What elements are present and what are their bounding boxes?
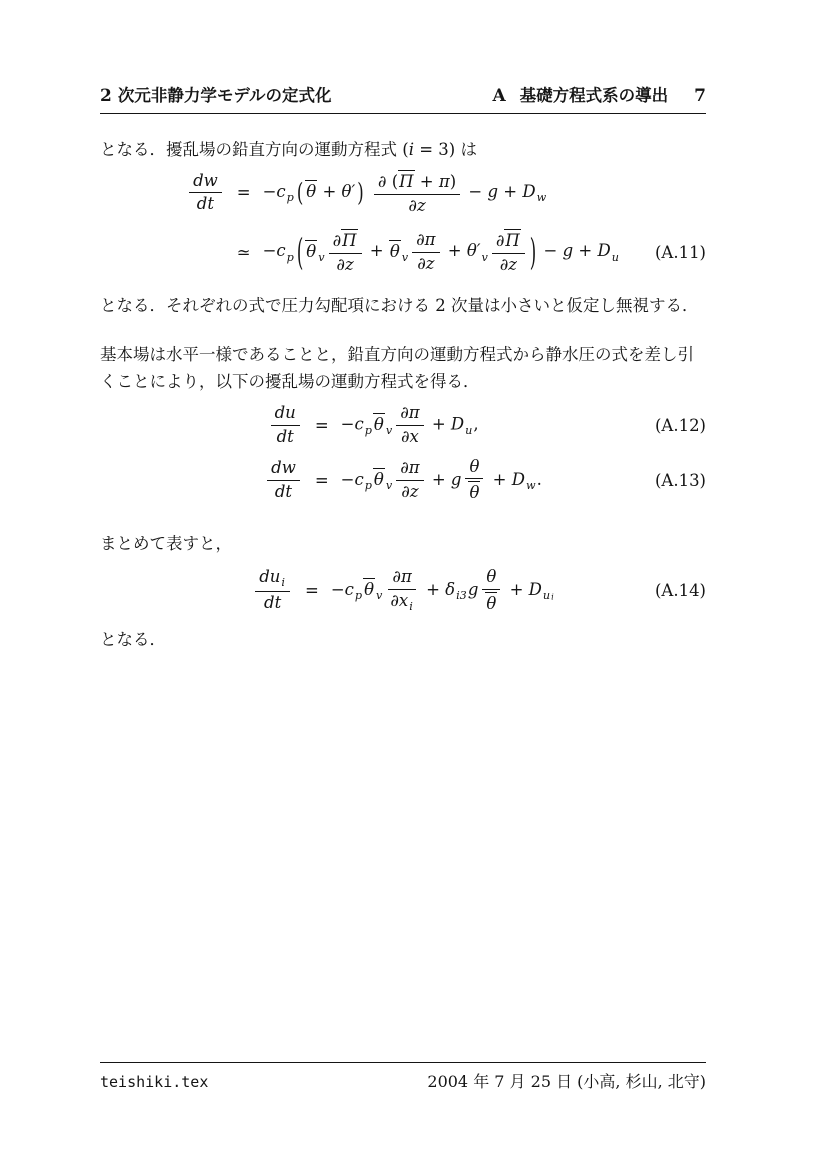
- fraction-numerator: [271, 403, 300, 426]
- math-text: .: [536, 469, 542, 489]
- math-variable: D: [528, 580, 542, 600]
- equation-tag: (A.11): [654, 242, 706, 262]
- equation-tag: (A.14): [654, 581, 706, 601]
- equation-rhs: [263, 169, 548, 216]
- math-variable: ∂π: [392, 567, 412, 587]
- fraction: [255, 567, 290, 614]
- math-subscript: i3: [456, 589, 467, 603]
- math-variable: ∂x: [400, 427, 419, 446]
- equation-tag: (A.13): [654, 470, 706, 490]
- math-variable: ∂π: [400, 458, 420, 478]
- math-variable: dt: [196, 194, 214, 214]
- fraction: [481, 567, 501, 614]
- math-variable: ∂: [332, 231, 342, 251]
- math-variable: c: [344, 580, 354, 600]
- fraction-numerator: [412, 230, 439, 253]
- math-variable: ∂z: [408, 195, 426, 215]
- math-text: [366, 182, 371, 201]
- math-variable: π: [438, 172, 450, 192]
- equation-a12-a13: [100, 403, 706, 504]
- page-number: 7: [694, 86, 706, 106]
- math-variable: ∂z: [417, 253, 435, 273]
- fraction-numerator: [189, 171, 222, 194]
- fraction-numerator: [374, 169, 460, 195]
- footer-date-authors: 2004 年 7 月 25 日 (小高, 杉山, 北守): [427, 1072, 706, 1091]
- math-variable: D: [597, 241, 611, 261]
- running-head-right: [492, 82, 706, 106]
- fraction: [492, 228, 525, 275]
- math-variable: ∂π: [416, 229, 436, 249]
- fraction-denominator: [332, 254, 357, 276]
- fraction-denominator: [397, 426, 423, 448]
- fraction: [329, 228, 362, 275]
- section-title-right: 基礎方程式系の導出: [519, 86, 669, 105]
- fraction-denominator: [464, 479, 484, 504]
- equation-lhs: [264, 458, 303, 502]
- section-number-left: 2: [100, 86, 112, 106]
- math-variable: dt: [274, 481, 293, 501]
- math-variable: c: [276, 241, 286, 261]
- math-subscript: p: [354, 589, 363, 603]
- fraction: [412, 230, 439, 274]
- math-variable-overline: θ: [373, 467, 385, 489]
- math-text: −: [262, 182, 277, 202]
- math-variable: dw: [271, 458, 296, 478]
- math-subscript: v: [318, 250, 325, 264]
- math-subscript: u: [611, 250, 619, 264]
- paragraph-basefield: 基本場は水平一様であることと，鉛直方向の運動方程式から静水圧の式を差し引くことにより，以下の擾乱場の運動方程式を得る．: [100, 344, 694, 392]
- paragraph-neglect: となる．それぞれの式で圧力勾配項における 2 次量は小さいと仮定し無視する．: [100, 295, 699, 315]
- math-subscript: v: [481, 250, 488, 264]
- math-variable: g: [467, 580, 479, 600]
- math-variable-overline: θ: [468, 480, 480, 504]
- equation-rhs: [341, 457, 542, 504]
- math-variable: θ: [486, 567, 497, 587]
- math-subscript: p: [286, 250, 294, 264]
- fraction-numerator: [465, 457, 483, 480]
- math-subscript: u: [542, 589, 551, 603]
- math-variable-overline: Π: [504, 228, 520, 252]
- math-variable: ∂: [377, 172, 387, 192]
- math-variable: g: [450, 469, 462, 489]
- math-text: (: [386, 172, 399, 192]
- fraction-denominator: [413, 253, 438, 275]
- math-text: −: [538, 241, 563, 261]
- math-text: ): [449, 172, 457, 192]
- math-variable: D: [522, 182, 536, 202]
- equation-rhs: [341, 403, 479, 447]
- math-text: +: [426, 469, 451, 489]
- fraction-denominator: [386, 590, 417, 614]
- text-run: は: [455, 140, 477, 159]
- fraction-denominator: [481, 590, 501, 615]
- fraction: [267, 458, 300, 502]
- footer-filename: teishiki.tex: [100, 1073, 209, 1091]
- math-variable-overline: θ: [389, 239, 401, 261]
- math-subsubscript: i: [551, 591, 554, 602]
- fraction-numerator: [492, 228, 525, 254]
- math-variable: dt: [264, 593, 282, 613]
- page-footer: [100, 1062, 706, 1092]
- math-text: +: [364, 241, 389, 261]
- math-text: ,: [473, 415, 479, 434]
- math-variable: dt: [276, 427, 294, 446]
- fraction-denominator: [260, 592, 285, 614]
- inline-math-i3: [402, 140, 455, 159]
- math-variable: dw: [193, 170, 218, 190]
- fraction-numerator: [267, 458, 300, 481]
- math-variable: c: [354, 415, 364, 434]
- math-variable: ∂z: [499, 255, 517, 275]
- section-title-left: 次元非静力学モデルの定式化: [117, 86, 332, 105]
- math-text: −: [262, 241, 277, 261]
- fraction-numerator: [482, 567, 500, 590]
- paragraph-intro: [100, 136, 706, 163]
- fraction-numerator: [396, 403, 423, 426]
- math-text: −: [340, 415, 355, 434]
- paren-icon: ): [357, 178, 364, 208]
- math-variable: ∂: [495, 231, 505, 251]
- math-variable: du: [259, 567, 281, 587]
- appendix-label: A: [492, 86, 506, 106]
- math-subscript: i: [281, 576, 286, 590]
- fraction-denominator: [496, 254, 521, 276]
- math-text: +: [487, 469, 512, 489]
- math-variable-overline: Π: [341, 228, 357, 252]
- running-head-left: [100, 82, 332, 106]
- fraction-numerator: [255, 567, 290, 592]
- math-subscript: w: [525, 478, 536, 492]
- equation-a14: [100, 567, 706, 614]
- math-subscript: p: [364, 423, 372, 437]
- fraction: [271, 403, 300, 447]
- relation-symbol: =: [236, 183, 251, 203]
- equation-lhs: [252, 567, 293, 614]
- fraction-numerator: [396, 458, 423, 481]
- math-subscript: v: [401, 250, 409, 264]
- page-header: [100, 82, 706, 114]
- fraction-numerator: [329, 228, 362, 254]
- math-text: +: [573, 241, 598, 261]
- math-variable: δ: [445, 580, 456, 600]
- math-variable: ∂z: [336, 255, 354, 275]
- math-text: +: [420, 580, 446, 600]
- equation-rhs: [263, 228, 620, 275]
- paren-icon: (: [296, 231, 304, 273]
- math-variable-overline: Π: [398, 169, 414, 193]
- math-text: −: [340, 469, 355, 489]
- math-subscript: v: [385, 423, 393, 437]
- equation-lhs: [268, 403, 303, 447]
- fraction-numerator: [388, 567, 415, 590]
- math-variable: ∂z: [401, 481, 419, 501]
- text-run: となる．擾乱場の鉛直方向の運動方程式: [100, 140, 403, 159]
- math-text: +: [317, 182, 342, 202]
- math-subscript: i: [409, 599, 413, 613]
- math-text: −: [330, 580, 345, 600]
- math-text: +: [414, 172, 439, 192]
- math-variable: c: [354, 469, 364, 489]
- fraction: [189, 171, 222, 215]
- fraction: [374, 169, 460, 216]
- paren-icon: (: [296, 178, 304, 208]
- fraction-denominator: [273, 426, 298, 448]
- relation-symbol: ≃: [236, 242, 251, 262]
- math-subscript: v: [385, 478, 393, 492]
- math-variable: du: [274, 403, 296, 423]
- math-variable-overline: θ: [305, 239, 317, 261]
- equation-tag: (A.12): [654, 416, 706, 435]
- math-variable-overline: θ: [363, 577, 375, 599]
- relation-symbol: =: [314, 416, 329, 435]
- math-variable: c: [276, 182, 286, 202]
- fraction: [396, 403, 423, 447]
- math-subscript: w: [536, 191, 547, 205]
- math-variable: g: [487, 182, 499, 202]
- math-subscript: v: [376, 589, 383, 603]
- math-variable: D: [511, 469, 525, 489]
- math-text: −: [463, 182, 488, 202]
- math-variable: θ′: [466, 241, 481, 261]
- math-variable-overline: θ: [305, 179, 317, 201]
- fraction-denominator: [404, 195, 429, 217]
- equation-lhs: [186, 171, 225, 215]
- math-variable-overline: θ: [485, 591, 497, 615]
- equation-rhs: [331, 567, 554, 614]
- fraction-denominator: [271, 481, 296, 503]
- math-text: +: [426, 415, 451, 434]
- math-variable: D: [450, 415, 465, 434]
- math-text: +: [504, 580, 529, 600]
- fraction: [396, 458, 423, 502]
- math-variable: ∂π: [400, 403, 420, 423]
- paren-icon: ): [529, 231, 537, 273]
- fraction: [386, 567, 417, 614]
- paragraph-summary: まとめて表すと，: [100, 533, 232, 553]
- math-variable: θ′: [341, 182, 356, 202]
- math-variable: ∂x: [390, 591, 409, 611]
- math-subscript: p: [364, 478, 372, 492]
- paragraph-closing: となる．: [100, 630, 166, 650]
- math-text: +: [498, 182, 523, 202]
- fraction-denominator: [193, 193, 218, 215]
- relation-symbol: =: [305, 581, 319, 601]
- fraction-denominator: [397, 481, 422, 503]
- math-variable: i: [408, 140, 414, 159]
- math-variable: g: [562, 241, 574, 261]
- relation-symbol: =: [314, 470, 329, 490]
- math-text: (: [402, 140, 409, 159]
- math-subscript: u: [465, 423, 473, 437]
- math-variable-overline: θ: [373, 412, 385, 434]
- math-text: = 3): [413, 140, 456, 159]
- equation-a11: [100, 169, 706, 276]
- math-variable: θ: [469, 456, 480, 476]
- fraction: [464, 457, 484, 504]
- page-body: [100, 136, 706, 660]
- math-subscript: p: [286, 191, 294, 205]
- math-text: +: [442, 241, 467, 261]
